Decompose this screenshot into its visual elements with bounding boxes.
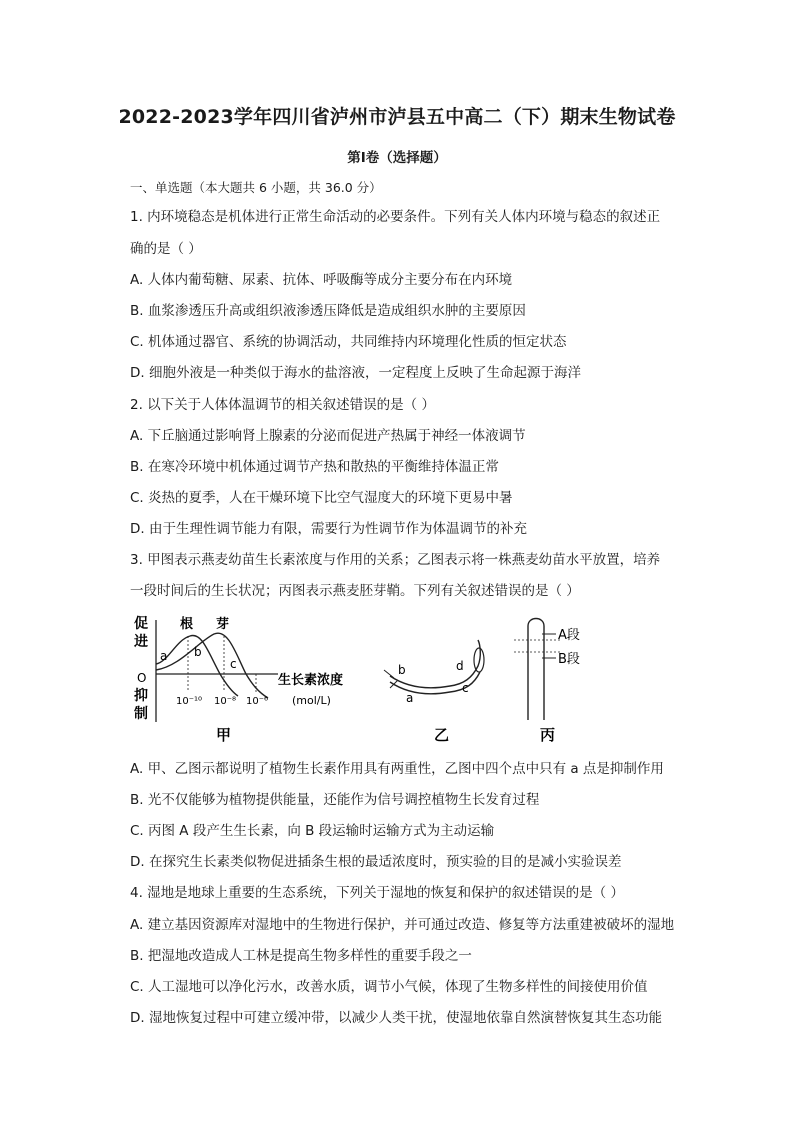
jia-tick-2: 10⁻⁸ [214,696,237,707]
yi-point-a: a [406,691,414,705]
bing-label-b: B段 [558,652,580,667]
yi-point-c: c [462,681,469,695]
q4-option-c: C. 人工湿地可以净化污水，改善水质，调节小气候，体现了生物多样性的间接使用价值 [130,979,648,995]
q3-option-d: D. 在探究生长素类似物促进插条生根的最适浓度时，预实验的目的是减小实验误差 [130,854,622,870]
jia-y-bottom: 抑 [134,688,148,704]
q3-figure [128,612,608,746]
jia-point-b: b [194,645,202,659]
figure-jia [133,615,343,744]
jia-bud-label: 芽 [216,617,230,632]
section-heading: 一、单选题（本大题共 6 小题，共 36.0 分） [130,180,382,195]
q2-option-c: C. 炎热的夏季，人在干燥环境下比空气湿度大的环境下更易中暑 [130,490,513,506]
q3-option-c: C. 丙图 A 段产生生长素，向 B 段运输时运输方式为主动运输 [130,823,495,839]
jia-tick-1: 10⁻¹⁰ [176,696,203,707]
jia-caption: 甲 [216,726,232,744]
yi-point-b: b [398,663,406,677]
part-heading: 第Ⅰ卷（选择题） [347,150,447,166]
jia-root-label: 根 [180,617,194,632]
jia-y-bottom2: 制 [134,706,148,722]
exam-title: 2022-2023学年四川省泸州市泸县五中高二（下）期末生物试卷 [118,106,676,128]
q3-stem-line1: 3. 甲图表示燕麦幼苗生长素浓度与作用的关系；乙图表示将一株燕麦幼苗水平放置，培养 [130,552,661,568]
bing-coleoptile [528,619,544,721]
q2-stem: 2. 以下关于人体体温调节的相关叙述错误的是（ ） [130,397,435,413]
bing-label-a: A段 [558,628,580,643]
jia-tick-3: 10⁻⁶ [246,696,269,707]
q3-option-a: A. 甲、乙图示都说明了植物生长素作用具有两重性，乙图中四个点中只有 a 点是抑制作用 [130,761,664,777]
figure-yi [384,640,484,744]
yi-point-d: d [456,659,464,673]
yi-bud [474,648,484,672]
q1-stem-line2: 确的是（ ） [130,241,202,257]
jia-x-unit: (mol/L) [292,694,331,707]
q1-option-c: C. 机体通过器官、系统的协调活动，共同维持内环境理化性质的恒定状态 [130,334,567,350]
q4-option-a: A. 建立基因资源库对湿地中的生物进行保护，并可通过改造、修复等方法重建被破坏的湿地 [130,917,675,933]
bing-caption: 丙 [540,726,556,744]
q2-option-b: B. 在寒冷环境中机体通过调节产热和散热的平衡维持体温正常 [130,459,499,475]
q2-option-a: A. 下丘脑通过影响肾上腺素的分泌而促进产热属于神经一体液调节 [130,428,526,444]
q2-option-d: D. 由于生理性调节能力有限，需要行为性调节作为体温调节的补充 [130,521,527,537]
jia-point-c: c [230,657,237,671]
jia-x-label: 生长素浓度 [278,673,344,688]
jia-origin: O [137,671,147,685]
q4-stem: 4. 湿地是地球上重要的生态系统，下列关于湿地的恢复和保护的叙述错误的是（ ） [130,885,624,901]
q1-option-a: A. 人体内葡萄糖、尿素、抗体、呼吸酶等成分主要分布在内环境 [130,272,513,288]
figure-bing [514,619,580,745]
jia-y-top2: 进 [134,634,148,650]
q4-option-b: B. 把湿地改造成人工林是提高生物多样性的重要手段之一 [130,948,472,964]
q1-option-b: B. 血浆渗透压升高或组织液渗透压降低是造成组织水肿的主要原因 [130,303,526,319]
q4-option-d: D. 湿地恢复过程中可建立缓冲带，以减少人类干扰，使湿地依靠自然演替恢复其生态功能 [130,1010,662,1026]
jia-y-top: 促 [134,616,148,632]
q3-option-b: B. 光不仅能够为植物提供能量，还能作为信号调控植物生长发育过程 [130,792,540,808]
jia-bud-curve [156,633,268,698]
q3-stem-line2: 一段时间后的生长状况；丙图表示燕麦胚芽鞘。下列有关叙述错误的是（ ） [130,583,580,599]
yi-caption: 乙 [434,726,450,744]
jia-point-a: a [160,649,168,663]
q1-option-d: D. 细胞外液是一种类似于海水的盐溶液，一定程度上反映了生命起源于海洋 [130,365,581,381]
q1-stem-line1: 1. 内环境稳态是机体进行正常生命活动的必要条件。下列有关人体内环境与稳态的叙述正 [130,209,661,225]
